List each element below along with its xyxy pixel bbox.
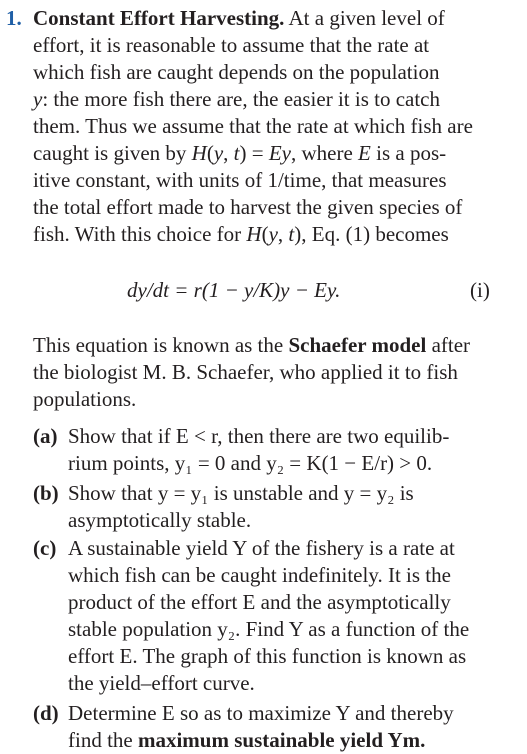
part-a-line-2: rium points, y₁ = 0 and y₂ = K(1 − E/r) > 0. — [68, 451, 433, 475]
part-b-line-2: asymptotically stable. — [68, 508, 252, 532]
after-line-3: populations. — [33, 387, 137, 411]
part-c-line-4: stable population y₂. Find Y as a function of the — [68, 617, 470, 641]
part-c-line-5: effort E. The graph of this function is known as — [68, 644, 467, 668]
part-c-line-6: the yield–effort curve. — [68, 671, 255, 695]
intro-line-5: them. Thus we assume that the rate at which fish are — [33, 114, 473, 138]
part-d-line-1: Determine E so as to maximize Y and thereby — [68, 701, 454, 725]
problem-number: 1. — [6, 6, 22, 30]
schaefer-model-term: Schaefer model — [288, 333, 427, 357]
intro-line-6: caught is given by H(y, t) = Ey, where E is a pos- — [33, 141, 447, 165]
part-c-line-3: product of the effort E and the asymptotically — [68, 590, 451, 614]
equation-i: dy/dt = r(1 − y/K)y − Ey. — [127, 278, 341, 302]
intro-line-1: Constant Effort Harvesting. At a given level of — [33, 6, 445, 30]
part-d-label: (d) — [33, 701, 59, 725]
part-c-label: (c) — [33, 536, 57, 560]
part-c-line-1: A sustainable yield Y of the fishery is a rate at — [68, 536, 455, 560]
intro-line-2: effort, it is reasonable to assume that the rate at — [33, 33, 430, 57]
problem-title: Constant Effort Harvesting. — [33, 6, 285, 30]
intro-line-3: which fish are caught depends on the population — [33, 60, 440, 84]
part-d-line-2: find the maximum sustainable yield Ym. — [68, 728, 426, 752]
max-sustainable-yield-term: maximum sustainable yield Ym. — [137, 728, 426, 752]
part-a-label: (a) — [33, 424, 58, 448]
intro-line-7: itive constant, with units of 1/time, that measures — [33, 168, 447, 192]
part-c-line-2: which fish can be caught indefinitely. It is the — [68, 563, 451, 587]
intro-line-8: the total effort made to harvest the given species of — [33, 195, 463, 219]
part-a-line-1: Show that if E < r, then there are two equilib- — [68, 424, 450, 448]
after-line-1: This equation is known as the Schaefer model after — [33, 333, 471, 357]
intro-line-9: fish. With this choice for H(y, t), Eq. (1) becomes — [33, 222, 449, 246]
after-line-2: the biologist M. B. Schaefer, who applied it to fish — [33, 360, 458, 384]
part-b-label: (b) — [33, 481, 59, 505]
intro-line-4: y: the more fish there are, the easier it is to catch — [33, 87, 441, 111]
part-b-line-1: Show that y = y₁ is unstable and y = y₂ is — [68, 481, 414, 505]
equation-number: (i) — [470, 278, 490, 302]
